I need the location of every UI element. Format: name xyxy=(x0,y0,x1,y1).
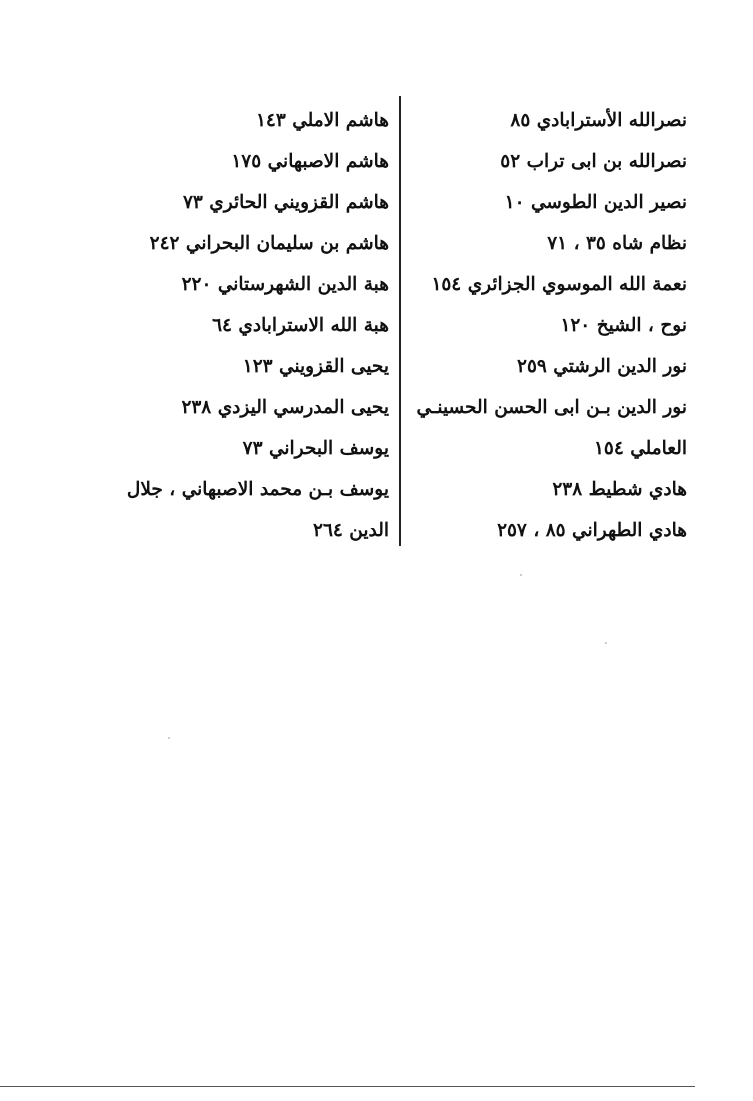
index-entry: نور الدين الرشتي ٢٥٩ xyxy=(517,356,687,377)
index-entry: يوسف البحراني ٧٣ xyxy=(242,438,389,459)
index-column-left xyxy=(124,100,389,551)
index-entry: هادي الطهراني ٨٥ ، ٢٥٧ xyxy=(497,520,687,541)
index-column-right xyxy=(417,100,687,551)
index-entry: يوسف بـن محمد الاصبهاني ، جلال xyxy=(126,479,389,500)
index-entry: هادي شطيط ٢٣٨ xyxy=(552,479,687,500)
index-entry: هبة الدين الشهرستاني ٢٢٠ xyxy=(181,274,389,295)
index-entry: الدين ٢٦٤ xyxy=(313,520,389,541)
page-bottom-rule xyxy=(0,1086,695,1087)
index-entry: نصير الدين الطوسي ١٠ xyxy=(504,192,687,213)
scan-speck xyxy=(520,574,522,576)
index-entry: نعمة الله الموسوي الجزائري ١٥٤ xyxy=(431,274,687,295)
index-entry: هبة الله الاسترابادي ٦٤ xyxy=(212,315,389,336)
index-entry: يحيى القزويني ١٢٣ xyxy=(242,356,389,377)
index-entry: هاشم الاصبهاني ١٧٥ xyxy=(231,151,389,172)
index-entry: العاملي ١٥٤ xyxy=(593,438,687,459)
index-entry: نوح ، الشيخ ١٢٠ xyxy=(560,315,687,336)
column-divider xyxy=(399,96,401,546)
index-entry: نصرالله الأسترابادي ٨٥ xyxy=(510,110,687,131)
index-entry: هاشم القزويني الحائري ٧٣ xyxy=(182,192,389,213)
index-entry: نظام شاه ٣٥ ، ٧١ xyxy=(547,233,687,254)
index-entry: هاشم بن سليمان البحراني ٢٤٢ xyxy=(149,233,389,254)
index-entry: نصرالله بن ابى تراب ٥٢ xyxy=(500,151,687,172)
index-entry: نور الدين بـن ابى الحسن الحسينـي xyxy=(416,397,687,418)
scan-speck xyxy=(168,737,170,739)
scan-speck xyxy=(605,642,607,644)
index-entry: يحيى المدرسي اليزدي ٢٣٨ xyxy=(181,397,389,418)
index-entry: هاشم الاملي ١٤٣ xyxy=(255,110,389,131)
